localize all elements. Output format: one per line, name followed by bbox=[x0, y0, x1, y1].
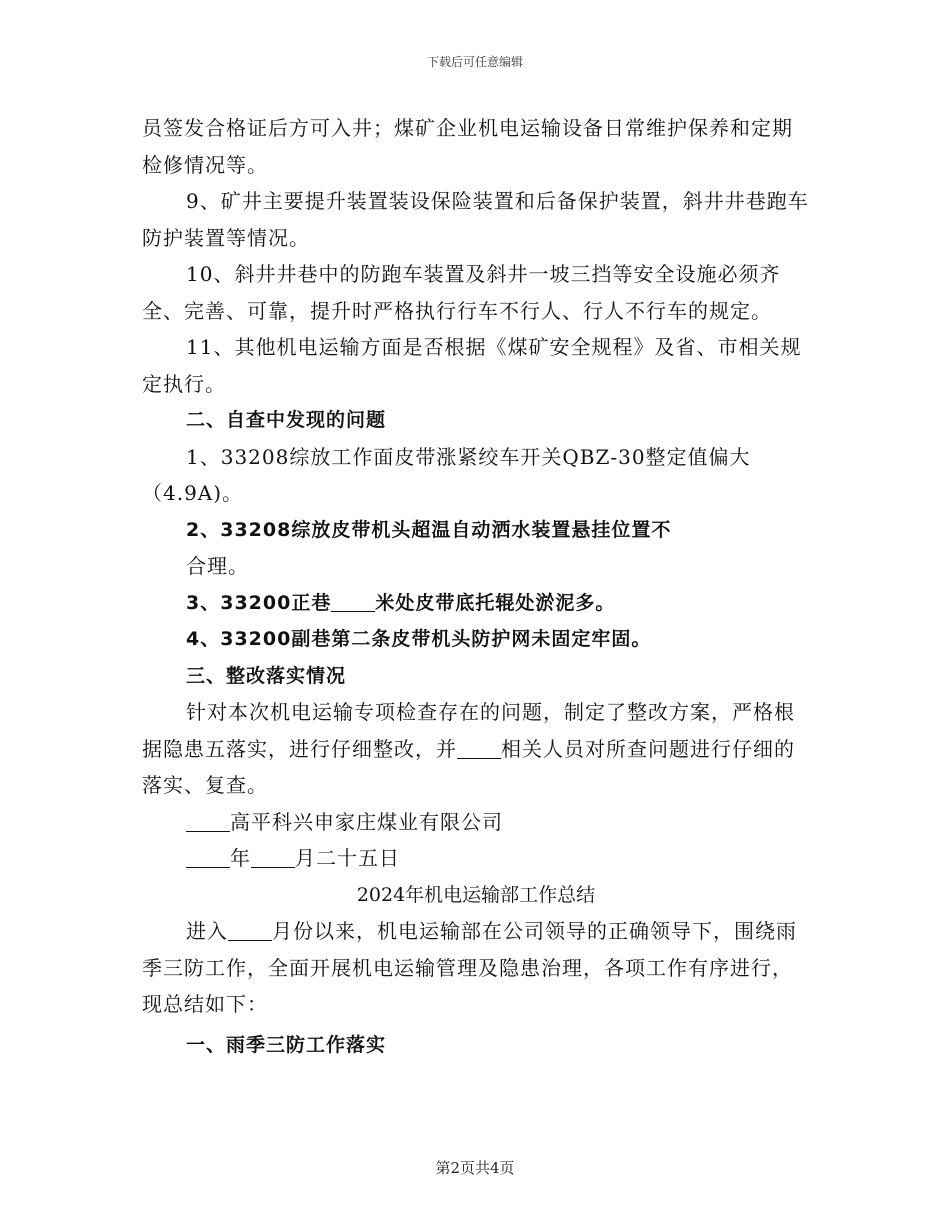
blank-line bbox=[251, 847, 295, 868]
date-year: 年 bbox=[230, 846, 251, 870]
paragraph-part: 月份以来，机电运输部在公司领导的正确领导下，围绕雨季三防工作，全面开展机电运输管理及隐患治理，各项工作有序进行，现总结如下： bbox=[142, 919, 797, 1016]
paragraph-part: 进入 bbox=[186, 919, 228, 943]
section-heading: 三、整改落实情况 bbox=[186, 664, 347, 687]
section-heading: 一、雨季三防工作落实 bbox=[186, 1033, 387, 1056]
list-item bbox=[142, 585, 810, 622]
blank-line bbox=[228, 920, 272, 941]
blank-line bbox=[331, 592, 375, 612]
list-item-part: 米处皮带底托辊处淤泥多。 bbox=[375, 591, 616, 614]
list-item-part: 3、33200正巷 bbox=[186, 591, 332, 614]
paragraph bbox=[142, 913, 810, 1023]
signature-company bbox=[142, 804, 810, 841]
page-footer: 第2页共4页 bbox=[435, 1159, 515, 1177]
date-day: 月二十五日 bbox=[295, 846, 400, 870]
list-item: 2、33208综放皮带机头超温自动洒水装置悬挂位置不 bbox=[186, 518, 672, 541]
list-item: 1、33208综放工作面皮带涨紧绞车开关QBZ-30整定值偏大（4.9A)。 bbox=[142, 444, 751, 505]
page-header: 下载后可任意编辑 bbox=[426, 55, 523, 69]
document-body bbox=[142, 110, 810, 1063]
blank-line bbox=[186, 811, 230, 832]
section-heading: 二、自查中发现的问题 bbox=[186, 409, 387, 431]
paragraph-part: 相关人员对所查问题进行仔细的落实、复查。 bbox=[142, 736, 795, 797]
paragraph: 员签发合格证后方可入井；煤矿企业机电运输设备日常维护保养和定期检修情况等。 bbox=[142, 116, 793, 177]
paragraph: 11、其他机电运输方面是否根据《煤矿安全规程》及省、市相关规定执行。 bbox=[142, 335, 802, 396]
paragraph: 10、斜井井巷中的防跑车装置及斜井一坡三挡等安全设施必须齐全、完善、可靠，提升时严格执行行车不行人、行人不行车的规定。 bbox=[142, 262, 781, 323]
document-title: 2024年机电运输部工作总结 bbox=[356, 883, 596, 906]
list-item: 4、33200副巷第二条皮带机头防护网未固定牢固。 bbox=[186, 628, 652, 650]
signature-date bbox=[142, 840, 810, 877]
paragraph bbox=[142, 694, 810, 804]
blank-line bbox=[457, 738, 501, 759]
blank-line bbox=[186, 847, 230, 868]
company-name: 高平科兴申家庄煤业有限公司 bbox=[230, 809, 503, 834]
list-item-continuation: 合理。 bbox=[186, 554, 249, 578]
paragraph-part: 针对本次机电运输专项检查存在的问题，制定了整改方案，严格根据隐患五落实，进行仔细整改，并 bbox=[142, 700, 795, 761]
paragraph: 9、矿井主要提升装置装设保险装置和后备保护装置，斜井井巷跑车防护装置等情况。 bbox=[142, 189, 809, 250]
